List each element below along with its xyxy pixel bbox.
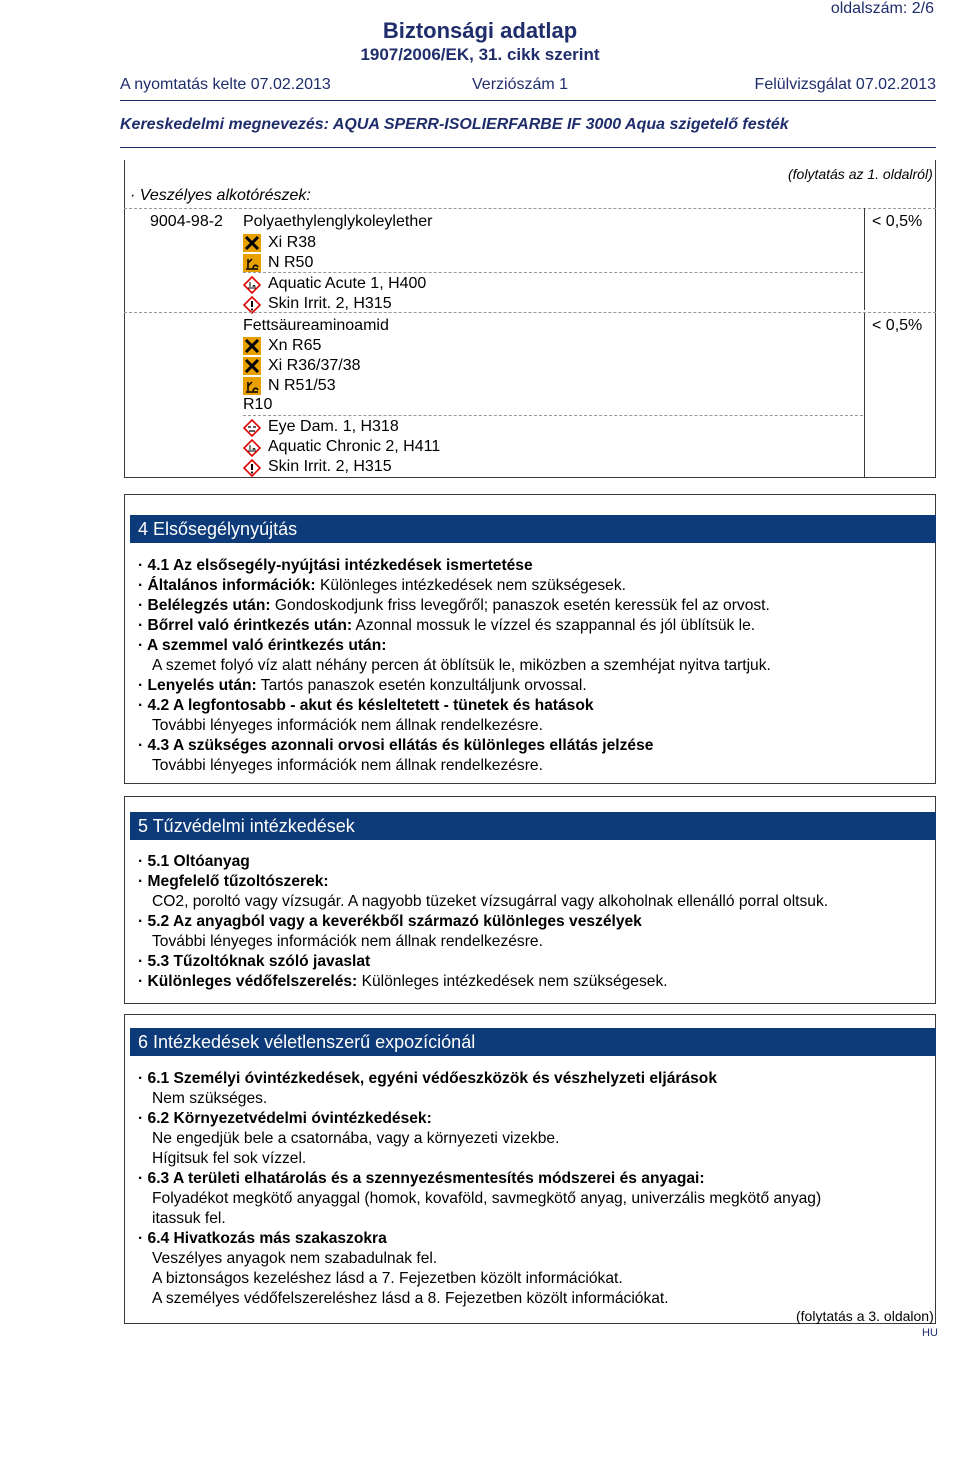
clp-classification: Skin Irrit. 2, H315 xyxy=(268,458,392,475)
section-4-3-heading: · 4.3 A szükséges azonnali orvosi ellátás és különleges ellátás jelzése xyxy=(138,737,654,754)
component-concentration: < 0,5% xyxy=(872,213,923,230)
value: Azonnal mossuk le vízzel és szappannal és jól üblítsük le. xyxy=(352,617,756,634)
section-5-3-heading: · 5.3 Tűzoltóknak szóló javaslat xyxy=(138,953,371,970)
divider xyxy=(243,415,863,416)
label: · Lenyelés után: xyxy=(138,677,257,694)
dsd-classification: N R51/53 xyxy=(268,377,336,394)
clp-classification: Skin Irrit. 2, H315 xyxy=(268,295,392,312)
trade-name: Kereskedelmi megnevezés: AQUA SPERR-ISOLIERFARBE IF 3000 Aqua szigetelő festék xyxy=(120,116,789,133)
value: További lényeges információk nem állnak rendelkezésre. xyxy=(152,933,543,950)
label: · Különleges védőfelszerelés: xyxy=(138,973,358,990)
value: Tartós panaszok esetén konzultáljunk orvossal. xyxy=(256,677,587,694)
dsd-classification: Xi R38 xyxy=(268,234,317,251)
component-concentration: < 0,5% xyxy=(872,317,923,334)
environment-hazard-icon xyxy=(243,254,261,272)
component-name: Fettsäureaminoamid xyxy=(243,317,389,334)
section-5-heading: 5 Tűzvédelmi intézkedések xyxy=(130,812,936,840)
document-subtitle: 1907/2006/EK, 31. cikk szerint xyxy=(360,45,600,64)
clp-classification: Eye Dam. 1, H318 xyxy=(268,418,399,435)
value: itassuk fel. xyxy=(152,1210,226,1227)
value: Veszélyes anyagok nem szabadulnak fel. xyxy=(152,1250,438,1267)
value: Különleges intézkedések nem szükségesek. xyxy=(315,577,626,594)
value: A személyes védőfelszereléshez lásd a 8. Fejezetben közölt információkat. xyxy=(152,1290,669,1307)
component-name: Polyaethylenglykoleylether xyxy=(243,213,433,230)
divider xyxy=(124,208,936,209)
environment-hazard-icon xyxy=(243,377,261,395)
label: · Általános információk: xyxy=(138,577,316,594)
clp-classification: Aquatic Chronic 2, H411 xyxy=(268,438,441,455)
value: Folyadékot megkötő anyaggal (homok, kovaföld, savmegkötő anyag, univerzális megkötő anyag) xyxy=(152,1190,822,1207)
dsd-classification: Xn R65 xyxy=(268,337,322,354)
document-title: Biztonsági adatlap xyxy=(382,18,578,43)
value: További lényeges információk nem állnak rendelkezésre. xyxy=(152,717,543,734)
column-separator xyxy=(864,312,865,478)
column-separator xyxy=(864,208,865,310)
value: Gondoskodjunk friss levegőről; panaszok esetén keressük fel az orvost. xyxy=(270,597,770,614)
harmful-x-icon xyxy=(243,337,261,355)
label: · Belélegzés után: xyxy=(138,597,271,614)
ghs-exclamation-icon xyxy=(243,459,261,477)
label: · Bőrrel való érintkezés után: xyxy=(138,617,353,634)
header-rule-2 xyxy=(120,147,936,148)
print-date: A nyomtatás kelte 07.02.2013 xyxy=(120,76,331,93)
section-6-3-heading: · 6.3 A területi elhatárolás és a szennyezésmentesítés módszerei és anyagai: xyxy=(138,1170,705,1187)
section-4-heading: 4 Elsősegélynyújtás xyxy=(130,515,936,543)
section-6-1-heading: · 6.1 Személyi óvintézkedések, egyéni védőeszközök és vészhelyzeti eljárások xyxy=(138,1070,717,1087)
ghs-environment-icon xyxy=(243,276,261,294)
value: Ne engedjük bele a csatornába, vagy a környezeti vizekbe. xyxy=(152,1130,560,1147)
clp-classification: Aquatic Acute 1, H400 xyxy=(268,275,427,292)
value: Hígitsuk fel sok vízzel. xyxy=(152,1150,307,1167)
ghs-corrosion-icon xyxy=(243,419,261,437)
continued-to: (folytatás a 3. oldalon) xyxy=(796,1308,934,1324)
section-4-2-heading: · 4.2 A legfontosabb - akut és késleltetett - tünetek és hatások xyxy=(138,697,594,714)
divider xyxy=(124,312,936,313)
dsd-classification: Xi R36/37/38 xyxy=(268,357,361,374)
version: Verziószám 1 xyxy=(472,76,569,93)
value: A szemet folyó víz alatt néhány percen át öblítsük le, miközben a szemhéjat nyitva tartjuk. xyxy=(152,657,771,674)
value: A biztonságos kezeléshez lásd a 7. Fejezetben közölt információkat. xyxy=(152,1270,623,1287)
section-6-2-heading: · 6.2 Környezetvédelmi óvintézkedések: xyxy=(138,1110,432,1127)
dsd-classification: N R50 xyxy=(268,254,314,271)
divider xyxy=(243,272,863,273)
dsd-classification: R10 xyxy=(243,396,273,413)
section-4-1-heading: · 4.1 Az elsősegély-nyújtási intézkedések ismertetése xyxy=(138,557,533,574)
section-6-heading: 6 Intézkedések véletlenszerű expozíciónál xyxy=(130,1028,936,1056)
label: · Megfelelő tűzoltószerek: xyxy=(138,873,329,890)
harmful-x-icon xyxy=(243,234,261,252)
value: További lényeges információk nem állnak rendelkezésre. xyxy=(152,757,543,774)
components-heading: · Veszélyes alkotórészek: xyxy=(130,187,311,204)
component-cas: 9004-98-2 xyxy=(150,213,223,230)
label: · A szemmel való érintkezés után: xyxy=(138,637,387,654)
continued-from: (folytatás az 1. oldalról) xyxy=(788,166,933,182)
value: CO2, poroltó vagy vízsugár. A nagyobb tüzeket vízsugárral vagy alkoholnak ellenálló porral oltsuk. xyxy=(152,893,829,910)
ghs-environment-icon xyxy=(243,439,261,457)
value: Nem szükséges. xyxy=(152,1090,268,1107)
page-number: oldalszám: 2/6 xyxy=(830,0,934,17)
harmful-x-icon xyxy=(243,357,261,375)
revision-date: Felülvizsgálat 07.02.2013 xyxy=(754,76,936,93)
header-rule xyxy=(120,100,936,101)
value: Különleges intézkedések nem szükségesek. xyxy=(357,973,668,990)
section-5-2-heading: · 5.2 Az anyagból vagy a keverékből származó különleges veszélyek xyxy=(138,913,642,930)
section-6-4-heading: · 6.4 Hivatkozás más szakaszokra xyxy=(138,1230,387,1247)
language-code: HU xyxy=(922,1327,938,1339)
section-5-1-heading: · 5.1 Oltóanyag xyxy=(138,853,250,870)
